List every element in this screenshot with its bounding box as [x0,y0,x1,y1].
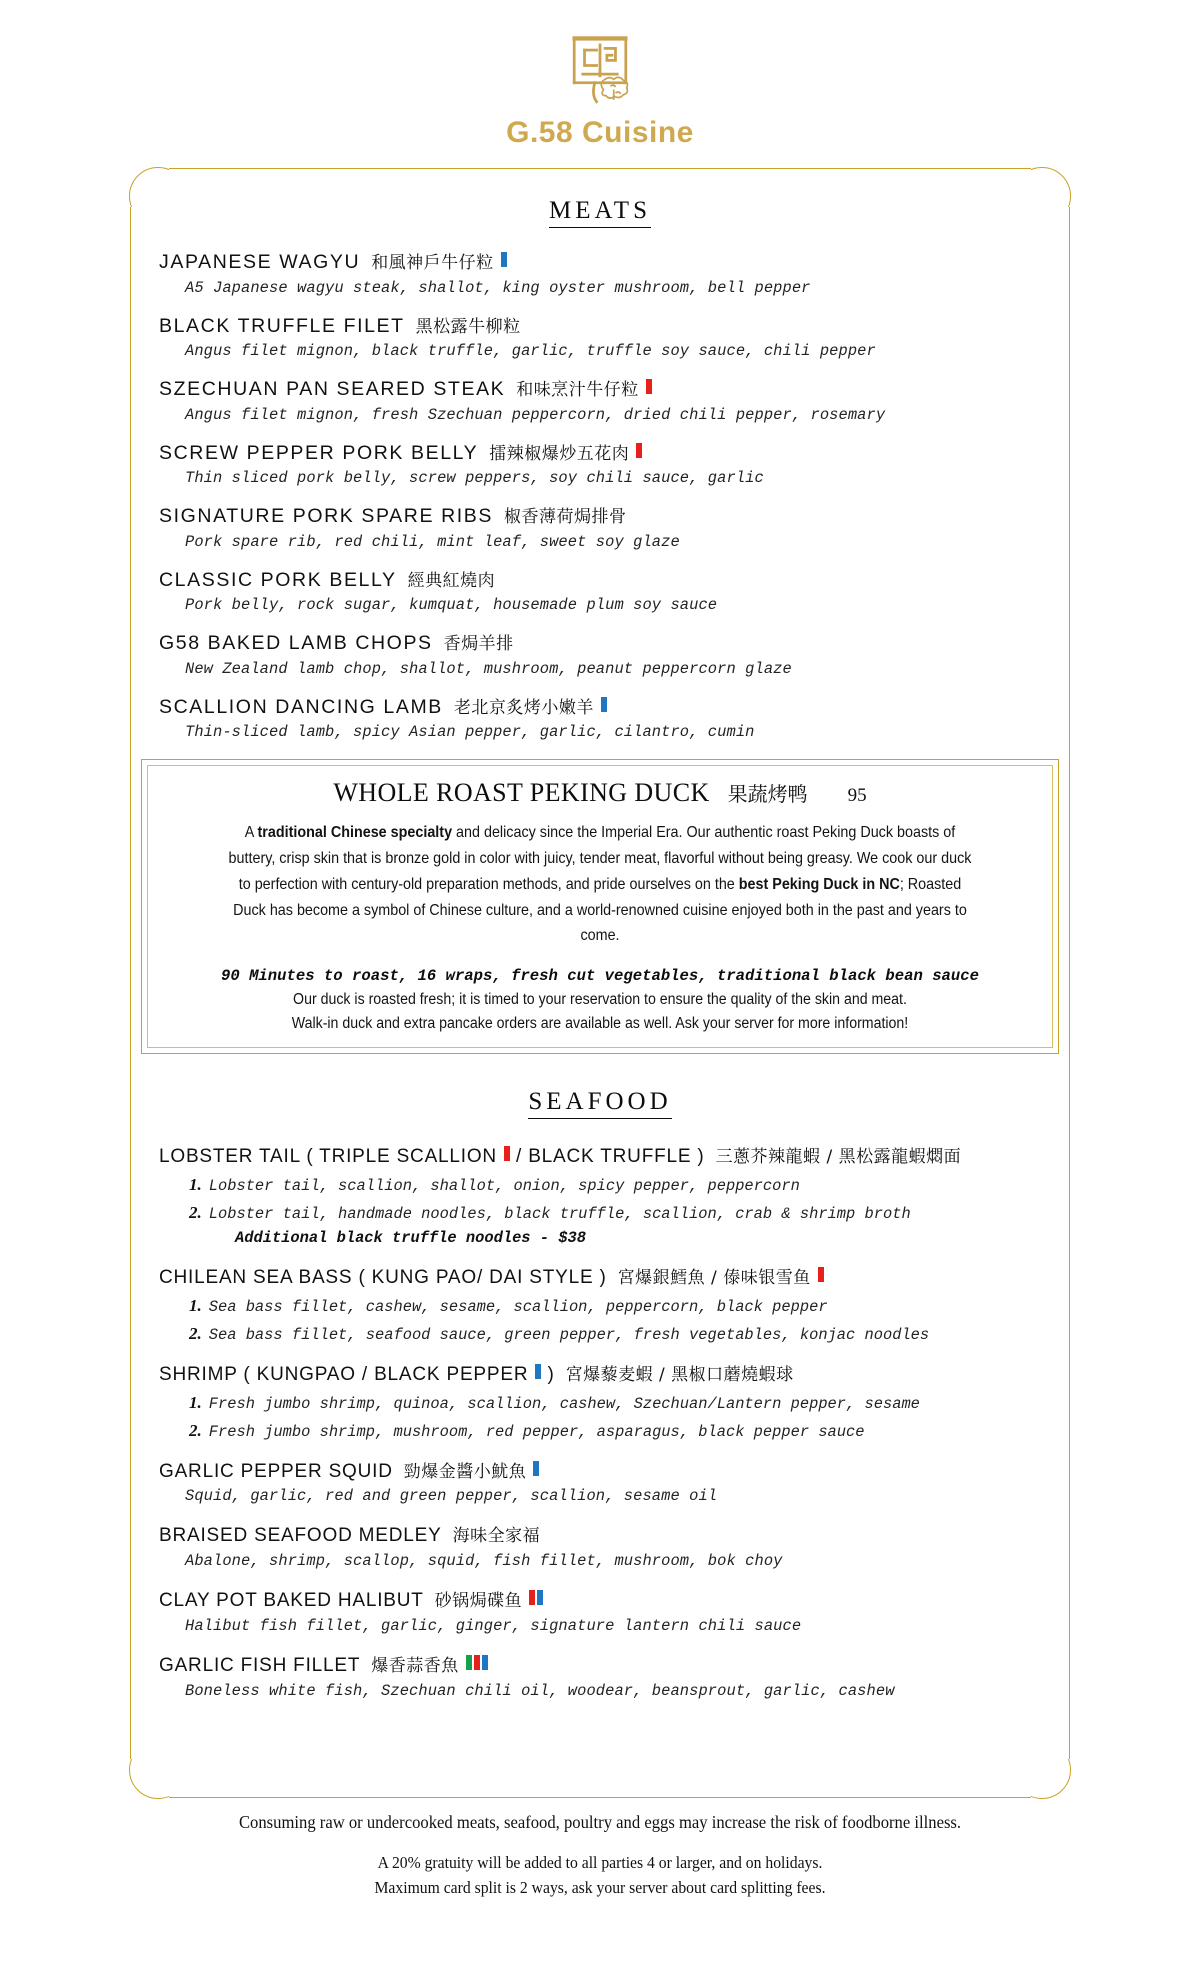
duck-description: A traditional Chinese specialty and delicacy since the Imperial Era. Our authentic roast Peking Duck boasts of buttery, crisp skin that is bronze gold in color with juicy, tender meat, flavorful without being greasy. We cook our duck to perfection with century-old preparation methods, and pride ourselves on the best Peking Duck in NC; Roasted Duck has become a symbol of Chinese culture, and a world-renowned cuisine enjoyed both in the past and years to come. [228,824,972,945]
menu-item [159,569,1059,615]
frame-corner-top-right [1031,167,1071,207]
menu-footer [0,1812,1200,1901]
menu-item-name-chinese: 宮爆銀鱈魚 / 傣味银雪鱼 [617,1267,811,1288]
section-title-seafood [141,1088,1059,1116]
menu-item-variant [189,1203,1059,1223]
menu-item-header [159,1655,1059,1677]
menu-item-name-suffix: / BLACK TRUFFLE ) [509,1145,705,1167]
menu-item-markers [466,1655,488,1670]
menu-item-name-chinese: 海味全家福 [452,1526,541,1547]
menu-frame [130,168,1070,1798]
menu-item-header [159,1590,1059,1612]
menu-item-name: BLACK TRUFFLE FILET [159,314,405,337]
meats-item-list [141,251,1059,741]
menu-item-markers [601,697,607,712]
duck-title-chinese: 果蔬烤鸭 [727,782,808,807]
frame-corner-bottom-right [1031,1759,1071,1799]
variant-description: Sea bass fillet, seafood sauce, green pepper, fresh vegetables, konjac noodles [208,1325,930,1344]
frame-corner-bottom-left [129,1759,169,1799]
spice-marker-blue-icon [533,1461,539,1476]
frame-corner-top-left [129,167,169,207]
menu-item-markers [529,1590,543,1605]
variant-description: Fresh jumbo shrimp, quinoa, scallion, cashew, Szechuan/Lantern pepper, sesame [208,1394,920,1413]
menu-item-name: SHRIMP ( KUNGPAO / BLACK PEPPER [159,1363,529,1385]
menu-item-description: Boneless white fish, Szechuan chili oil, woodear, beansprout, garlic, cashew [185,1681,895,1700]
menu-item [159,505,1059,551]
menu-item-name: LOBSTER TAIL ( TRIPLE SCALLION [159,1145,497,1167]
variant-number: 2. [189,1323,202,1343]
menu-item-name-chinese: 宮爆藜麦蝦 / 黑椒口蘑燒蝦球 [565,1364,794,1385]
spice-marker-blue-icon [482,1655,488,1670]
variant-number: 2. [189,1420,202,1440]
spice-marker-blue-icon [537,1590,543,1605]
menu-item-header [159,1461,1059,1483]
menu-item [159,1146,1059,1247]
menu-item-variants [159,1175,1059,1223]
menu-item-inline-markers [504,1146,510,1161]
menu-item-name: GARLIC FISH FILLET [159,1655,361,1677]
menu-item-markers [533,1461,539,1476]
menu-item-variant [189,1175,1059,1195]
menu-item-header [159,1525,1059,1547]
duck-heading-row [194,778,1006,808]
variant-number: 1. [189,1392,202,1412]
menu-item-markers [818,1267,824,1282]
menu-item-name-chinese: 和風神戶牛仔粒 [371,253,494,273]
menu-item-markers [636,443,642,458]
variant-description: Sea bass fillet, cashew, sesame, scallion, peppercorn, black pepper [208,1297,828,1316]
spice-marker-blue-icon [535,1364,541,1379]
menu-item-name-chinese: 和味烹汁牛仔粒 [516,380,639,401]
spice-marker-red-icon [504,1146,510,1161]
menu-item-name: SZECHUAN PAN SEARED STEAK [159,378,506,401]
menu-item-description: Thin sliced pork belly, screw peppers, soy chili sauce, garlic [185,469,764,488]
menu-item-header [159,1364,1059,1386]
menu-item-name-chinese: 砂锅焗碟鱼 [434,1591,523,1612]
duck-price: 95 [847,785,867,807]
spice-marker-red-icon [646,379,652,394]
menu-item-name: SCALLION DANCING LAMB [159,695,443,718]
menu-item-name-chinese: 擂辣椒爆炒五花肉 [489,443,630,464]
menu-item-header [159,251,1059,274]
menu-item-header [159,378,1059,401]
seafood-item-list [141,1146,1059,1700]
menu-item-name: BRAISED SEAFOOD MEDLEY [159,1525,442,1547]
duck-highlight-line: 90 Minutes to roast, 16 wraps, fresh cut vegetables, traditional black bean sauce [221,966,979,985]
menu-item-markers [501,252,507,267]
spice-marker-red-icon [636,443,642,458]
menu-item-description: Pork belly, rock sugar, kumquat, housemade plum soy sauce [185,596,718,615]
menu-item-description: New Zealand lamb chop, shallot, mushroom, peanut peppercorn glaze [185,659,792,678]
menu-item-description: Squid, garlic, red and green pepper, scallion, sesame oil [185,1487,718,1506]
duck-description-emphasis: traditional Chinese specialty [257,824,453,842]
menu-item-name-chinese: 三蔥芥辣龍蝦 / 黑松露龍蝦燜面 [715,1146,962,1167]
duck-title: WHOLE ROAST PEKING DUCK [333,778,710,808]
menu-item [159,251,1059,297]
spice-marker-red-icon [529,1590,535,1605]
duck-note-2: Walk-in duck and extra pancake orders are available as well. Ask your server for more information! [291,1014,909,1032]
menu-item-description: Thin-sliced lamb, spicy Asian pepper, garlic, cilantro, cumin [185,723,755,742]
spice-marker-red-icon [818,1267,824,1282]
menu-item-extra-note: Additional black truffle noodles - $38 [235,1228,586,1247]
menu-item-description: Angus filet mignon, fresh Szechuan peppercorn, dried chili pepper, rosemary [185,405,886,424]
duck-note-1: Our duck is roasted fresh; it is timed to your reservation to ensure the quality of the skin and meat. [293,990,907,1008]
menu-item-name-chinese: 經典紅燒肉 [407,570,496,591]
menu-item-variant [189,1324,1059,1344]
menu-item [159,1655,1059,1700]
variant-description: Lobster tail, scallion, shallot, onion, spicy pepper, peppercorn [208,1176,800,1195]
menu-item-name-suffix: ) [541,1363,555,1385]
menu-item-variants [159,1393,1059,1441]
menu-item-header [159,696,1059,719]
menu-item-description: Abalone, shrimp, scallop, squid, fish fillet, mushroom, bok choy [185,1552,783,1571]
chinese-seal-cloud-logo-icon [557,26,643,112]
menu-item [159,1525,1059,1570]
menu-item-header [159,315,1059,338]
menu-item-header [159,505,1059,528]
spice-marker-blue-icon [601,697,607,712]
brand-name: G.58 Cuisine [506,116,694,149]
variant-number: 1. [189,1295,202,1315]
peking-duck-feature-box [141,759,1059,1054]
menu-item-variant [189,1393,1059,1413]
menu-item [159,1461,1059,1506]
menu-item-header [159,442,1059,465]
menu-item [159,1364,1059,1441]
menu-item-name-chinese: 老北京炙烤小嫩羊 [453,697,594,718]
menu-item-name-chinese: 香焗羊排 [443,634,514,655]
spice-marker-blue-icon [501,252,507,267]
menu-item [159,632,1059,678]
menu-item-description: A5 Japanese wagyu steak, shallot, king oyster mushroom, bell pepper [185,278,811,297]
menu-item-header [159,1267,1059,1289]
spice-marker-green-icon [466,1655,472,1670]
menu-item-name: CLASSIC PORK BELLY [159,568,397,591]
menu-item-name-chinese: 爆香蒜香魚 [371,1656,459,1677]
menu-item [159,315,1059,361]
spice-marker-red-icon [474,1655,480,1670]
menu-item-name-chinese: 黑松露牛柳粒 [415,316,521,337]
menu-item-description: Pork spare rib, red chili, mint leaf, sweet soy glaze [185,532,680,551]
variant-description: Lobster tail, handmade noodles, black truffle, scallion, crab & shrimp broth [208,1204,911,1223]
menu-item-variants [159,1296,1059,1344]
menu-item-name: SIGNATURE PORK SPARE RIBS [159,505,494,528]
menu-item-variant [189,1421,1059,1441]
variant-number: 1. [189,1174,202,1194]
menu-item-name-chinese: 勁爆金醬小魷魚 [403,1461,527,1482]
section-title-meats [141,197,1059,225]
duck-description-emphasis: best Peking Duck in NC [738,875,900,893]
section-title-seafood-label: SEAFOOD [528,1088,671,1119]
footer-card-split: Maximum card split is 2 ways, ask your server about card splitting fees. [374,1877,826,1897]
variant-description: Fresh jumbo shrimp, mushroom, red pepper, asparagus, black pepper sauce [208,1422,865,1441]
section-title-meats-label: MEATS [549,197,651,228]
menu-item-name-chinese: 椒香薄荷焗排骨 [504,507,627,528]
menu-item-header [159,632,1059,655]
menu-item-description: Halibut fish fillet, garlic, ginger, signature lantern chili sauce [185,1617,802,1636]
menu-item [159,442,1059,488]
menu-item-name: CLAY POT BAKED HALIBUT [159,1590,424,1612]
footer-policy [87,1851,1113,1901]
menu-item-header [159,1146,1059,1168]
menu-item-name: SCREW PEPPER PORK BELLY [159,441,479,464]
menu-item-description: Angus filet mignon, black truffle, garlic, truffle soy sauce, chili pepper [185,342,876,361]
footer-warning: Consuming raw or undercooked meats, seafood, poultry and eggs may increase the risk of foodborne illness. [238,1812,962,1832]
menu-item-header [159,569,1059,592]
menu-item [159,378,1059,424]
menu-item [159,1267,1059,1344]
menu-item [159,696,1059,742]
menu-item-name: GARLIC PEPPER SQUID [159,1460,393,1482]
variant-number: 2. [189,1202,202,1222]
menu-item-name: CHILEAN SEA BASS ( KUNG PAO/ DAI STYLE ) [159,1266,607,1288]
menu-item-markers [646,379,652,394]
footer-gratuity: A 20% gratuity will be added to all parties 4 or larger, and on holidays. [377,1853,823,1872]
menu-item-name: JAPANESE WAGYU [159,251,361,273]
menu-item-inline-markers [535,1364,541,1379]
menu-item-name: G58 BAKED LAMB CHOPS [159,632,433,655]
brand-header [0,0,1200,150]
menu-item-variant [189,1296,1059,1316]
menu-item [159,1590,1059,1635]
